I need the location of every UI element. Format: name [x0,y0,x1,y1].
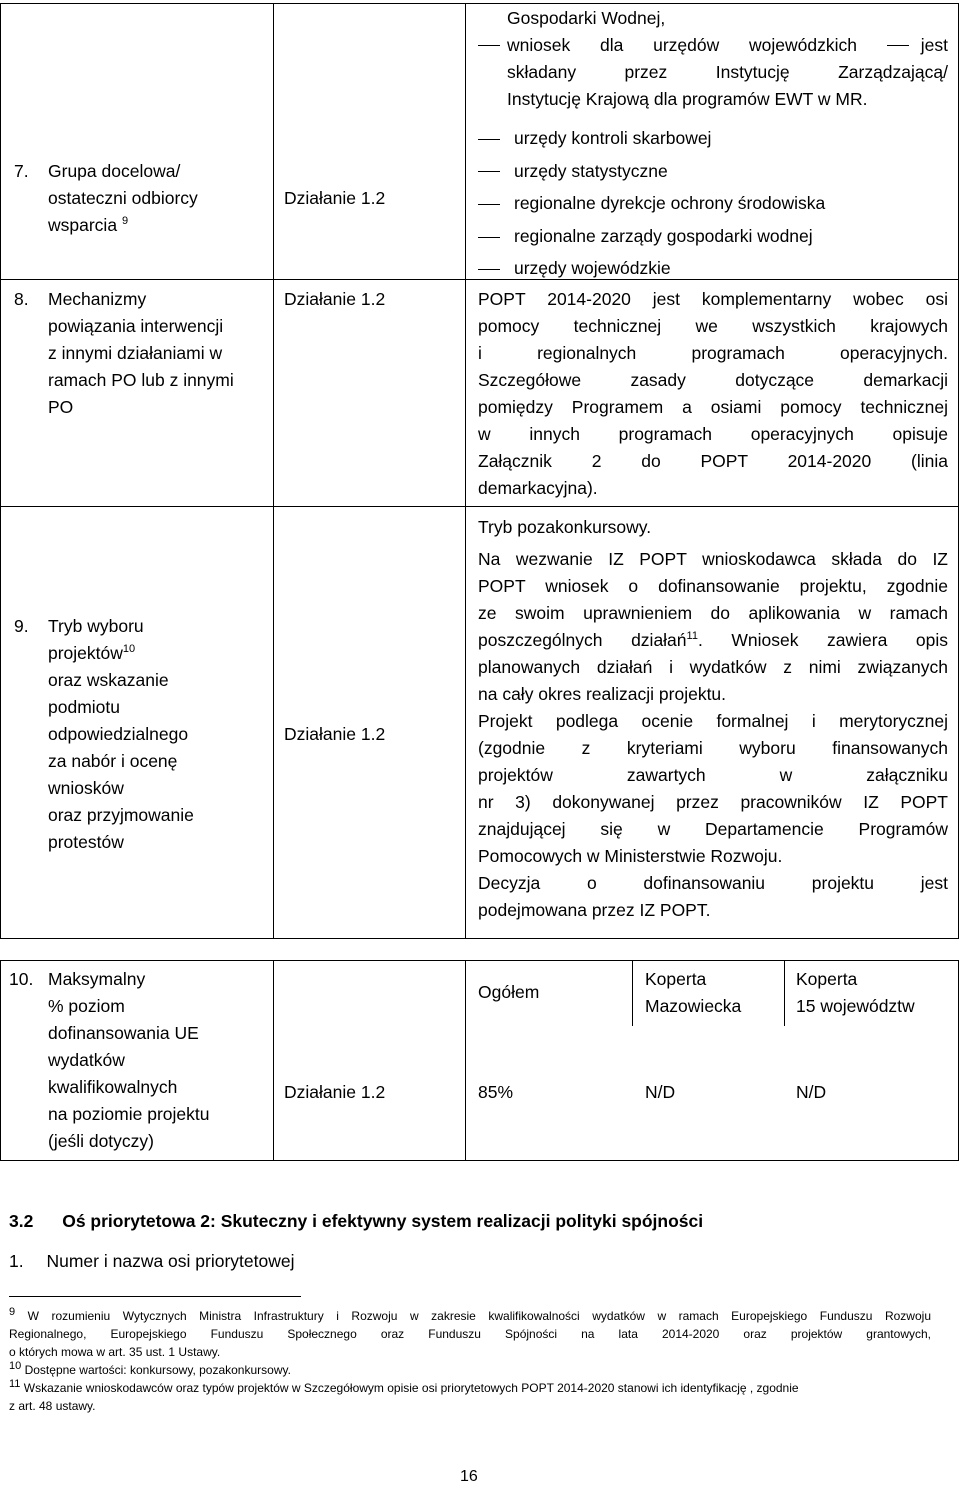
row-7-list [478,122,948,285]
para-line: demarkacyjna). [478,478,598,498]
footnote-ref-9: 9 [121,215,129,228]
dash-bullet-icon [478,269,500,270]
page-number: 16 [460,1468,478,1485]
row-7-action: Działanie 1.2 [284,188,386,208]
subsection-number: 1. [9,1251,24,1271]
header-koperta-15-wojewodztw: Koperta 15 województw [796,969,915,1016]
row-8-label-line: Mechanizmy [48,289,147,309]
para-line: Załącznik 2 do POPT 2014-2020 (linia [478,451,948,471]
para-line: Decyzja o dofinansowaniu projektu jest [478,873,948,893]
para-line: Na wezwanie IZ POPT wnioskodawca składa do IZ [478,549,948,569]
footnote-10: $^{10}$ Dostępne wartości: konkursowy, pozakonkursowy. [9,1360,291,1377]
row-9-label-line: projektów$^{10}$ [48,643,136,663]
footnote-9: $^9$ W rozumieniu Wytycznych Ministra Infrastruktury i Rozwoju w zakresie kwalifikowalności wydatków w ramach Europejskiego Funduszu Rozwoju Regionalnego, Europejskiego Funduszu Społecznego oraz Funduszu Spójności na lata 2014-2020 oraz projektów grantowych, o których mowa w art. 35 ust. 1 Ustawy. [9,1306,931,1359]
footnote-11: $^{11}$ Wskazanie wnioskodawców oraz typów projektów w Szczegółowym opisie osi priorytetowych POPT 2014-2020 stanowi ich identyfikację , zgodnie z art. 48 ustawy. [9,1378,799,1413]
value-koperta-15-wojewodztw: N/D [796,1082,827,1102]
para-line: Pomocowych w Ministerstwie Rozwoju. [478,846,783,866]
row-7-label [48,158,268,239]
row-10-label-line: % poziom [48,996,125,1016]
list-item: regionalne zarządy gospodarki wodnej [478,220,948,253]
footnote-ref-10: 10 [122,643,136,656]
row-8-label-line: ramach PO lub z innymi [48,370,234,390]
table-border-bottom [0,938,958,939]
dash-bullet-icon [478,204,500,205]
row-divider-8-9 [0,506,958,507]
row-9-label-line: oraz przyjmowanie [48,805,194,825]
footnote-number: 9 [9,1306,16,1318]
row-9-label-line: podmiotu [48,697,120,717]
row-7-number: 7. [14,161,29,181]
row-10-label-line: wydatków [48,1050,125,1070]
row-10-label-line: (jeśli dotyczy) [48,1131,154,1151]
section-heading-text: Oś priorytetowa 2: Skuteczny i efektywny system realizacji polityki spójności [62,1211,704,1231]
row-9-number: 9. [14,616,29,636]
row10-border-top [0,960,958,961]
list-item: urzędy statystyczne [478,155,948,188]
value-ogolem: 85% [478,1082,514,1102]
dash-bullet-icon [887,45,909,46]
table-border-left [0,3,1,939]
row-10-label-line: Maksymalny [48,969,146,989]
table-border-top [0,3,958,4]
list-item: regionalne dyrekcje ochrony środowiska [478,187,948,220]
row-7-label-line: ostateczni odbiorcy [48,188,198,208]
para-line: POPT 2014-2020 jest komplementarny wobec osi [478,289,948,309]
para-line: nr 3) dokonywanej przez pracowników IZ POPT [478,792,948,812]
row-9-label-line: wniosków [48,778,124,798]
row-9-content [478,514,948,924]
para-line: projektów zawartych w załączniku [478,765,948,785]
para-line: ze swoim uprawnieniem do aplikowania w ramach [478,603,948,623]
footnote-number: 11 [9,1378,21,1390]
row10-border-left [0,960,1,1161]
para-line: i regionalnych programach operacyjnych. [478,343,948,363]
footnote-number: 10 [9,1360,22,1372]
row-9-label-line: Tryb wyboru [48,616,144,636]
row10-border-bottom [0,1160,958,1161]
dash-list-item: wniosek dla urzędów wojewódzkich jest [478,32,948,59]
row-8-action: Działanie 1.2 [284,289,386,309]
para-line: planowanych działań i wydatków z nimi związanych [478,657,948,677]
para-line: podejmowana przez IZ POPT. [478,900,711,920]
list-item: urzędy kontroli skarbowej [478,122,948,155]
row-9-label-line: odpowiedzialnego [48,724,189,744]
row10-col-divider-3 [632,960,633,1026]
row-9-label [48,613,270,856]
row-10-action: Działanie 1.2 [284,1082,386,1102]
para-line: Projekt podlega ocenie formalnej i merytorycznej [478,711,948,731]
row-10-label-line: kwalifikowalnych [48,1077,178,1097]
row-8-label-line: powiązania interwencji [48,316,224,336]
dash-item-line: składany przez Instytucję Zarządzającą/ [507,62,948,82]
section-heading-number: 3.2 [9,1211,34,1231]
row10-col-divider-4 [784,960,785,1026]
row-9-label-line: oraz wskazanie [48,670,169,690]
row-10-label-line: dofinansowania UE [48,1023,199,1043]
section-heading [9,1208,703,1235]
para-line: znajdującej się w Departamencie Programów [478,819,948,839]
row10-col-divider-2 [465,960,466,1161]
header-ogolem: Ogółem [478,982,540,1002]
row-8-label-line: z innymi działaniami w [48,343,223,363]
footnote-separator [9,1296,301,1297]
footnotes [9,1307,931,1415]
col-divider-2 [465,3,466,939]
row-8-label [48,286,270,421]
para-line: pomocy technicznej we wszystkich krajowych [478,316,948,336]
mode-line: Tryb pozakonkursowy. [478,517,652,537]
row-10-label-line: na poziomie projektu [48,1104,210,1124]
dash-item-line: Instytucję Krajową dla programów EWT w MR. [507,89,868,109]
row-9-label-line: protestów [48,832,124,852]
row-8-label-line: PO [48,397,74,417]
row-7-label-line: wsparcia $^9$ [48,215,129,235]
para-line: na cały okres realizacji projektu. [478,684,727,704]
value-koperta-mazowiecka: N/D [645,1082,676,1102]
dash-bullet-icon [478,139,500,140]
header-koperta-mazowiecka: Koperta Mazowiecka [645,969,742,1016]
row-10-number: 10. [9,969,34,989]
subsection-text: Numer i nazwa osi priorytetowej [46,1251,295,1271]
dash-bullet-icon [478,45,500,46]
pre-line: Gospodarki Wodnej, [507,8,666,28]
row-8-number: 8. [14,289,29,309]
subsection-heading [9,1248,295,1275]
list-item: urzędy wojewódzkie [478,252,948,285]
row-7-label-line: Grupa docelowa/ [48,161,181,181]
para-line: Szczegółowe zasady dotyczące demarkacji [478,370,948,390]
row-7-content [478,5,948,113]
dash-bullet-icon [478,171,500,172]
dash-bullet-icon [478,237,500,238]
row-9-action: Działanie 1.2 [284,724,386,744]
para-line: POPT wniosek o dofinansowanie projektu, zgodnie [478,576,948,596]
para-line: pomiędzy Programem a osiami pomocy technicznej [478,397,948,417]
row-9-label-line: za nabór i ocenę [48,751,178,771]
para-line: (zgodnie z kryteriami wyboru finansowanych [478,738,948,758]
para-line: poszczególnych działań$^{11}$. Wniosek zawiera opis [478,630,948,650]
footnote-ref-11: 11 [686,630,698,643]
para-line: w innych programach operacyjnych opisuje [478,424,948,444]
row10-border-right [958,960,959,1161]
row10-col-divider-1 [273,960,274,1161]
col-divider-1 [273,3,274,939]
row-8-content [478,286,948,502]
row-10-label [48,966,270,1155]
table-border-right [958,3,959,939]
